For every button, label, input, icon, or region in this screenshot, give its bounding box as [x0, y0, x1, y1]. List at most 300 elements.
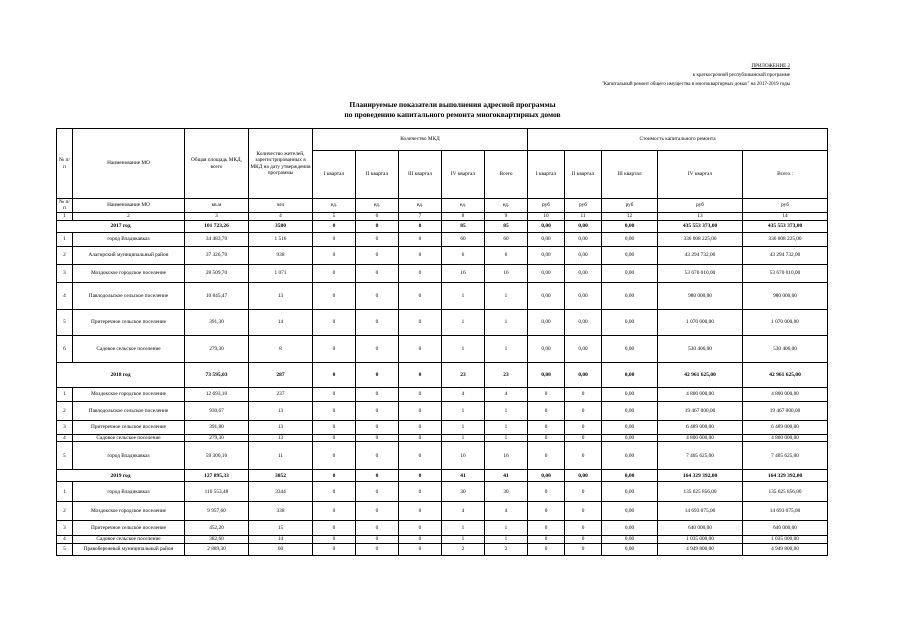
- mkd-q4: 1: [442, 401, 485, 420]
- mkd-q2: 0: [356, 434, 399, 441]
- mkd-q4: 1: [442, 309, 485, 335]
- row-number: 3: [57, 521, 73, 536]
- mkd-total: 1: [485, 536, 528, 543]
- total-mkd-q2: 0: [356, 470, 399, 482]
- year-label: 2019 год: [57, 470, 185, 482]
- mkd-q3: 0: [399, 536, 442, 543]
- mkd-q4: 1: [442, 536, 485, 543]
- header-residents: Количество жителей, зарегистрированных в МКД на дату утверждения программы: [249, 129, 313, 199]
- unit-cell: ед.: [485, 199, 528, 213]
- unit-cell: ед.: [313, 199, 356, 213]
- mkd-q2: 0: [356, 543, 399, 555]
- area: 59 300,16: [185, 442, 249, 470]
- units-row: [57, 199, 828, 213]
- row-number: 2: [57, 246, 73, 264]
- mkd-q1: 0: [313, 521, 356, 536]
- cost-q1: 0,00: [528, 309, 565, 335]
- header-mkd-group: Количество МКД: [313, 129, 528, 151]
- area: 930,67: [185, 401, 249, 420]
- row-number: 4: [57, 434, 73, 441]
- cost-q4: 14 693 075,00: [658, 502, 743, 521]
- total-mkd-q2: 0: [356, 362, 399, 387]
- residents: 938: [249, 246, 313, 264]
- area: 382,60: [185, 536, 249, 543]
- header-cost-q4: IV квартал: [658, 151, 743, 199]
- total-mkd-q3: 0: [399, 220, 442, 232]
- mkd-q2: 0: [356, 246, 399, 264]
- area: 9 957,60: [185, 502, 249, 521]
- residents: 14: [249, 536, 313, 543]
- unit-cell: кв.м: [185, 199, 249, 213]
- residents: 13: [249, 401, 313, 420]
- header-name: Наименование МО: [73, 129, 185, 199]
- total-cost-q3: 0,00: [602, 220, 658, 232]
- cost-total: 530 406,00: [743, 335, 828, 362]
- cost-q3: 0,00: [602, 282, 658, 309]
- cost-q3: 0,00: [602, 442, 658, 470]
- cost-total: 53 670 010,00: [743, 264, 828, 282]
- cost-total: 4 800 000,00: [743, 387, 828, 401]
- cost-q1: 0: [528, 442, 565, 470]
- municipality-name: Моздокское городское поселение: [73, 502, 185, 521]
- mkd-q4: 60: [442, 232, 485, 246]
- unit-cell: руб: [602, 199, 658, 213]
- cost-q4: 530 406,00: [658, 335, 743, 362]
- table-row: [57, 502, 828, 521]
- cost-q4: 1 070 000,00: [658, 309, 743, 335]
- municipality-name: Притеречное сельское поселение: [73, 309, 185, 335]
- mkd-q4: 1: [442, 521, 485, 536]
- mkd-q3: 0: [399, 434, 442, 441]
- mkd-q2: 0: [356, 442, 399, 470]
- row-number: 1: [57, 232, 73, 246]
- total-cost-q1: 0,00: [528, 220, 565, 232]
- mkd-q2: 0: [356, 482, 399, 502]
- total-cost-q1: 0,00: [528, 362, 565, 387]
- cost-q1: 0: [528, 401, 565, 420]
- mkd-q3: 0: [399, 482, 442, 502]
- year-label: 2017 год: [57, 220, 185, 232]
- unit-cell: ед.: [399, 199, 442, 213]
- cost-q1: 0,00: [528, 264, 565, 282]
- cost-q4: 336 008 225,00: [658, 232, 743, 246]
- total-area: 73 595,03: [185, 362, 249, 387]
- cost-q1: 0: [528, 420, 565, 434]
- municipality-name: Садовое сельское поселение: [73, 536, 185, 543]
- mkd-total: 1: [485, 401, 528, 420]
- total-mkd-total: 41: [485, 470, 528, 482]
- mkd-q3: 0: [399, 502, 442, 521]
- cost-total: 6 489 000,00: [743, 420, 828, 434]
- unit-cell: руб: [565, 199, 602, 213]
- col-number: 8: [442, 212, 485, 220]
- col-number: 7: [399, 212, 442, 220]
- header-num: № п/п: [57, 129, 73, 199]
- municipality-name: Садовое сельское поселение: [73, 434, 185, 441]
- mkd-q1: 0: [313, 420, 356, 434]
- cost-q2: 0: [565, 521, 602, 536]
- area: 391,80: [185, 420, 249, 434]
- cost-q1: 0: [528, 536, 565, 543]
- municipality-name: Павлодольское сельское поселение: [73, 401, 185, 420]
- mkd-q1: 0: [313, 309, 356, 335]
- cost-total: 43 294 732,00: [743, 246, 828, 264]
- cost-total: 4 949 800,00: [743, 543, 828, 555]
- cost-q4: 19 467 000,00: [658, 401, 743, 420]
- mkd-q3: 0: [399, 246, 442, 264]
- cost-q4: 7 405 625,00: [658, 442, 743, 470]
- cost-q2: 0,00: [565, 282, 602, 309]
- municipality-name: Моздокское городское поселение: [73, 387, 185, 401]
- mkd-total: 4: [485, 502, 528, 521]
- mkd-q2: 0: [356, 309, 399, 335]
- cost-q2: 0,00: [565, 246, 602, 264]
- unit-cell: ед.: [356, 199, 399, 213]
- mkd-q3: 0: [399, 309, 442, 335]
- header-mkd-q3: III квартал: [399, 151, 442, 199]
- mkd-q4: 1: [442, 420, 485, 434]
- cost-total: 7 405 625,00: [743, 442, 828, 470]
- cost-q1: 0,00: [528, 335, 565, 362]
- total-mkd-q3: 0: [399, 362, 442, 387]
- mkd-q2: 0: [356, 387, 399, 401]
- cost-q2: 0: [565, 536, 602, 543]
- cost-q4: 4 949 800,00: [658, 543, 743, 555]
- cost-q2: 0: [565, 482, 602, 502]
- header-cost-q2: II квартал: [565, 151, 602, 199]
- total-residents: 287: [249, 362, 313, 387]
- program-table: [56, 128, 828, 556]
- municipality-name: город Владикавказ: [73, 232, 185, 246]
- cost-q2: 0,00: [565, 335, 602, 362]
- header-cost-q3: III квартал: [602, 151, 658, 199]
- title-line-2: по проведению капитального ремонта многоквартирных домов: [344, 110, 561, 119]
- header-cost-q1: I квартал: [528, 151, 565, 199]
- row-number: 4: [57, 282, 73, 309]
- table-row: [57, 401, 828, 420]
- mkd-total: 16: [485, 442, 528, 470]
- mkd-q1: 0: [313, 387, 356, 401]
- total-mkd-q1: 0: [313, 470, 356, 482]
- mkd-q3: 0: [399, 387, 442, 401]
- row-number: 1: [57, 482, 73, 502]
- total-mkd-q4: 85: [442, 220, 485, 232]
- mkd-q1: 0: [313, 401, 356, 420]
- table-row: [57, 434, 828, 441]
- table-row: [57, 232, 828, 246]
- col-number: 9: [485, 212, 528, 220]
- appendix-line-1: к краткосрочной республиканской программе: [692, 73, 790, 78]
- header-cost-total: Всего :: [743, 151, 828, 199]
- total-mkd-q4: 41: [442, 470, 485, 482]
- table-row: [57, 442, 828, 470]
- residents: 1 071: [249, 264, 313, 282]
- cost-total: 19 467 000,00: [743, 401, 828, 420]
- mkd-q1: 0: [313, 335, 356, 362]
- total-cost-q2: 0,00: [565, 470, 602, 482]
- cost-q2: 0: [565, 434, 602, 441]
- area: 110 553,48: [185, 482, 249, 502]
- cost-total: 4 800 000,00: [743, 434, 828, 441]
- total-mkd-q1: 0: [313, 362, 356, 387]
- mkd-q3: 0: [399, 420, 442, 434]
- total-mkd-q4: 23: [442, 362, 485, 387]
- row-number: 5: [57, 543, 73, 555]
- header-mkd-q4: IV квартал: [442, 151, 485, 199]
- total-cost-total: 42 961 625,00: [743, 362, 828, 387]
- cost-q1: 0: [528, 502, 565, 521]
- residents: 13: [249, 420, 313, 434]
- cost-q1: 0: [528, 434, 565, 441]
- cost-total: 980 000,00: [743, 282, 828, 309]
- cost-q2: 0,00: [565, 309, 602, 335]
- total-mkd-q1: 0: [313, 220, 356, 232]
- col-number: 5: [313, 212, 356, 220]
- table-row: [57, 420, 828, 434]
- mkd-q1: 0: [313, 282, 356, 309]
- cost-q4: 640 000,00: [658, 521, 743, 536]
- unit-cell: руб: [743, 199, 828, 213]
- cost-q4: 980 000,00: [658, 282, 743, 309]
- mkd-q1: 0: [313, 264, 356, 282]
- cost-q4: 1 035 000,00: [658, 536, 743, 543]
- total-mkd-total: 23: [485, 362, 528, 387]
- cost-q3: 0,00: [602, 387, 658, 401]
- row-number: 1: [57, 387, 73, 401]
- mkd-q2: 0: [356, 502, 399, 521]
- cost-q3: 0,00: [602, 434, 658, 441]
- residents: 11: [249, 442, 313, 470]
- cost-total: 640 000,00: [743, 521, 828, 536]
- column-numbers-row: [57, 212, 828, 220]
- cost-q1: 0,00: [528, 232, 565, 246]
- cost-q4: 135 625 856,00: [658, 482, 743, 502]
- mkd-q2: 0: [356, 536, 399, 543]
- mkd-q1: 0: [313, 502, 356, 521]
- cost-q2: 0,00: [565, 232, 602, 246]
- area: 28 509,70: [185, 264, 249, 282]
- cost-total: 14 693 075,00: [743, 502, 828, 521]
- mkd-q3: 0: [399, 543, 442, 555]
- area: 10 845,47: [185, 282, 249, 309]
- residents: 13: [249, 282, 313, 309]
- unit-cell: чел: [249, 199, 313, 213]
- municipality-name: Притеречное сельское поселение: [73, 521, 185, 536]
- mkd-total: 16: [485, 264, 528, 282]
- mkd-q1: 0: [313, 536, 356, 543]
- area: 2 889,30: [185, 543, 249, 555]
- mkd-q1: 0: [313, 482, 356, 502]
- year-total-row: [57, 362, 828, 387]
- unit-cell: ед.: [442, 199, 485, 213]
- mkd-q4: 16: [442, 442, 485, 470]
- col-number: 14: [743, 212, 828, 220]
- mkd-q1: 0: [313, 246, 356, 264]
- cost-q2: 0: [565, 442, 602, 470]
- mkd-q4: 30: [442, 482, 485, 502]
- mkd-q4: 1: [442, 434, 485, 441]
- cost-q1: 0: [528, 387, 565, 401]
- mkd-total: 60: [485, 232, 528, 246]
- mkd-q4: 1: [442, 335, 485, 362]
- residents: 13: [249, 434, 313, 441]
- unit-cell: Наименование МО: [73, 199, 185, 213]
- header-cost-group: Стоимость капитального ремонта: [528, 129, 828, 151]
- cost-q2: 0: [565, 401, 602, 420]
- cost-q3: 0,00: [602, 309, 658, 335]
- mkd-total: 2: [485, 543, 528, 555]
- mkd-total: 1: [485, 335, 528, 362]
- cost-q3: 0,00: [602, 536, 658, 543]
- cost-q4: 6 489 000,00: [658, 420, 743, 434]
- municipality-name: Алагирский муниципальный район: [73, 246, 185, 264]
- year-total-row: [57, 470, 828, 482]
- total-mkd-total: 85: [485, 220, 528, 232]
- appendix-header: [490, 62, 790, 89]
- table-row: [57, 536, 828, 543]
- total-residents: 3580: [249, 220, 313, 232]
- mkd-q4: 2: [442, 543, 485, 555]
- area: 12 693,10: [185, 387, 249, 401]
- mkd-q3: 0: [399, 401, 442, 420]
- residents: 14: [249, 309, 313, 335]
- total-cost-q3: 0,00: [602, 470, 658, 482]
- cost-q2: 0: [565, 502, 602, 521]
- year-label: 2018 год: [57, 362, 185, 387]
- table-header: [57, 129, 828, 221]
- table-row: [57, 309, 828, 335]
- appendix-line-2: "Капитальный ремонт общего имущества в многоквартирных домах" на 2017-2019 годы: [601, 82, 790, 87]
- residents: 3344: [249, 482, 313, 502]
- document-title: [0, 100, 905, 120]
- cost-q4: 43 294 732,00: [658, 246, 743, 264]
- mkd-total: 1: [485, 420, 528, 434]
- cost-q1: 0,00: [528, 246, 565, 264]
- area: 452,20: [185, 521, 249, 536]
- cost-q1: 0: [528, 521, 565, 536]
- cost-q1: 0,00: [528, 282, 565, 309]
- mkd-q3: 0: [399, 264, 442, 282]
- total-area: 101 723,26: [185, 220, 249, 232]
- col-number: 10: [528, 212, 565, 220]
- mkd-q1: 0: [313, 232, 356, 246]
- mkd-q3: 0: [399, 282, 442, 309]
- row-number: 5: [57, 309, 73, 335]
- col-number: 2: [73, 212, 185, 220]
- table-row: [57, 246, 828, 264]
- cost-q2: 0: [565, 543, 602, 555]
- col-number: 4: [249, 212, 313, 220]
- table-row: [57, 521, 828, 536]
- total-cost-total: 435 553 373,00: [743, 220, 828, 232]
- table-row: [57, 482, 828, 502]
- cost-q3: 0,00: [602, 482, 658, 502]
- header-area: Общая площадь МКД, всего: [185, 129, 249, 199]
- mkd-q4: 16: [442, 264, 485, 282]
- mkd-q2: 0: [356, 420, 399, 434]
- cost-total: 1 035 000,00: [743, 536, 828, 543]
- table-row: [57, 282, 828, 309]
- row-number: 2: [57, 502, 73, 521]
- municipality-name: город Владикавказ: [73, 442, 185, 470]
- total-mkd-q2: 0: [356, 220, 399, 232]
- area: 37 326,70: [185, 246, 249, 264]
- header-mkd-total: Всего: [485, 151, 528, 199]
- table-body: [57, 220, 828, 555]
- table-row: [57, 335, 828, 362]
- area: 34 483,70: [185, 232, 249, 246]
- row-number: 3: [57, 420, 73, 434]
- cost-q3: 0,00: [602, 521, 658, 536]
- cost-total: 135 625 856,00: [743, 482, 828, 502]
- area: 279,30: [185, 434, 249, 441]
- mkd-q2: 0: [356, 521, 399, 536]
- mkd-q3: 0: [399, 335, 442, 362]
- cost-q1: 0: [528, 482, 565, 502]
- mkd-total: 1: [485, 309, 528, 335]
- cost-q4: 53 670 010,00: [658, 264, 743, 282]
- unit-cell: руб: [528, 199, 565, 213]
- mkd-q1: 0: [313, 543, 356, 555]
- table-row: [57, 387, 828, 401]
- table-row: [57, 543, 828, 555]
- total-residents: 3852: [249, 470, 313, 482]
- cost-total: 1 070 000,00: [743, 309, 828, 335]
- total-area: 127 895,33: [185, 470, 249, 482]
- total-cost-q4: 435 553 373,00: [658, 220, 743, 232]
- residents: 8: [249, 335, 313, 362]
- cost-total: 336 008 225,00: [743, 232, 828, 246]
- title-line-1: Планируемые показатели выполнения адресной программы: [349, 100, 556, 109]
- mkd-q2: 0: [356, 282, 399, 309]
- header-mkd-q2: II квартал: [356, 151, 399, 199]
- area: 391,30: [185, 309, 249, 335]
- unit-cell: № п/п: [57, 199, 73, 213]
- row-number: 5: [57, 442, 73, 470]
- total-cost-q4: 164 329 392,00: [658, 470, 743, 482]
- cost-q3: 0,00: [602, 543, 658, 555]
- residents: 1 516: [249, 232, 313, 246]
- cost-q4: 4 800 000,00: [658, 434, 743, 441]
- col-number: 1: [57, 212, 73, 220]
- col-number: 11: [565, 212, 602, 220]
- residents: 237: [249, 387, 313, 401]
- total-cost-q4: 42 961 625,00: [658, 362, 743, 387]
- mkd-total: 1: [485, 521, 528, 536]
- row-number: 4: [57, 536, 73, 543]
- cost-q2: 0: [565, 420, 602, 434]
- cost-q2: 0: [565, 387, 602, 401]
- mkd-q4: 1: [442, 282, 485, 309]
- cost-q3: 0,00: [602, 420, 658, 434]
- mkd-q1: 0: [313, 434, 356, 441]
- mkd-q3: 0: [399, 232, 442, 246]
- municipality-name: Моздокское городское поселение: [73, 264, 185, 282]
- header-mkd-q1: I квартал: [313, 151, 356, 199]
- cost-q3: 0,00: [602, 502, 658, 521]
- row-number: 3: [57, 264, 73, 282]
- row-number: 2: [57, 401, 73, 420]
- total-cost-q2: 0,00: [565, 220, 602, 232]
- mkd-q4: 4: [442, 502, 485, 521]
- mkd-q2: 0: [356, 401, 399, 420]
- year-total-row: [57, 220, 828, 232]
- cost-q2: 0,00: [565, 264, 602, 282]
- total-cost-q1: 0,00: [528, 470, 565, 482]
- cost-q4: 4 800 000,00: [658, 387, 743, 401]
- col-number: 13: [658, 212, 743, 220]
- residents: 60: [249, 543, 313, 555]
